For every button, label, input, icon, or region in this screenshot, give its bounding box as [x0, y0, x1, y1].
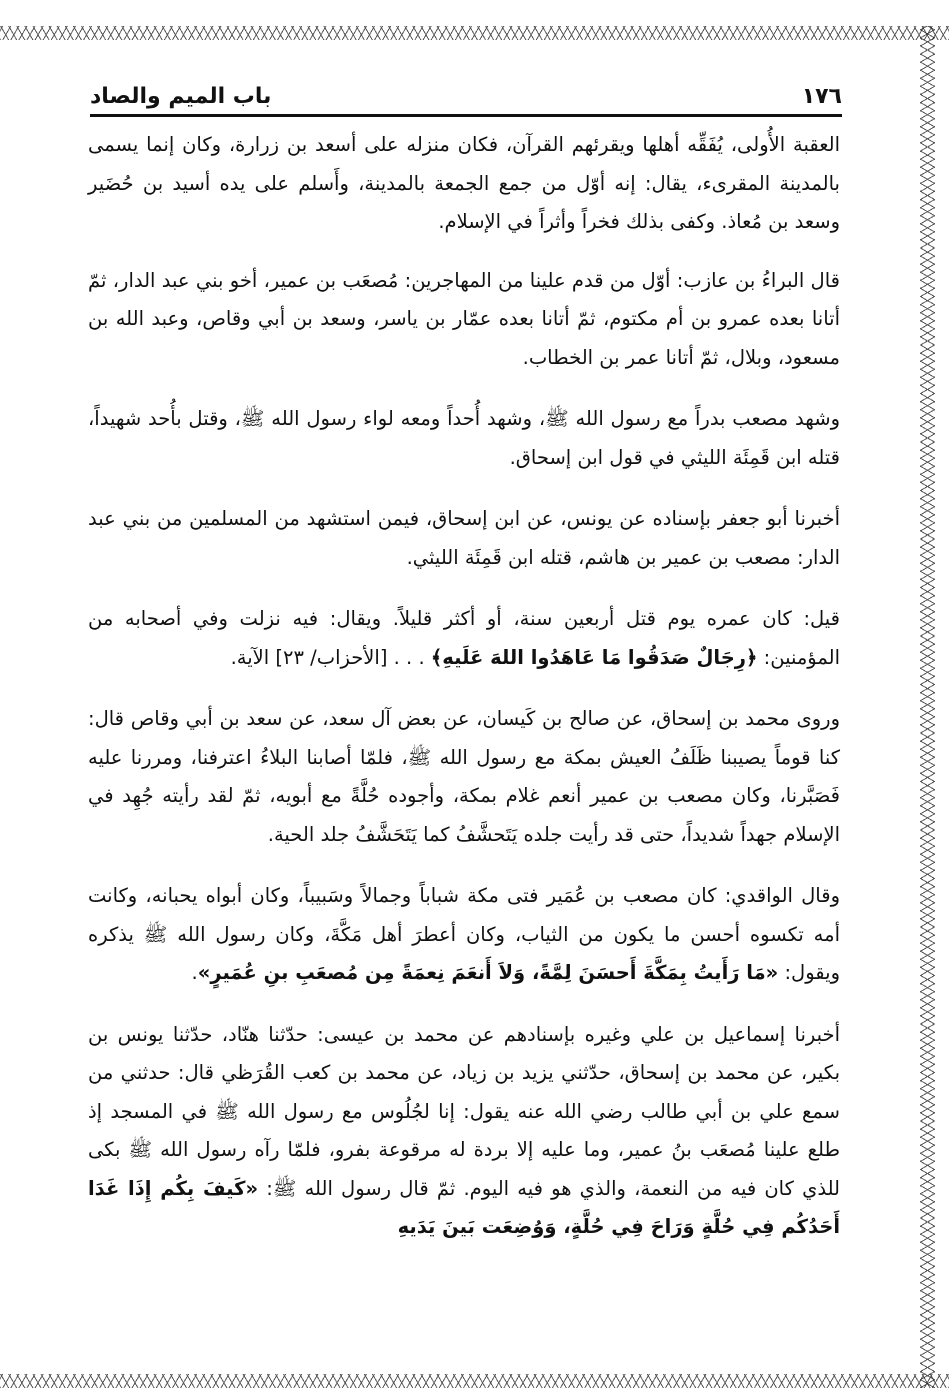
page-body [88, 126, 840, 1270]
paragraph-2 [88, 262, 840, 378]
paragraph-text: وقال الواقدي: كان مصعب بن عُمَير فتى مكة شباباً وجمالاً وسَبيباً، وكان أبواه يحبانه، وكانت أمه تكسوه أحسن ما يكون من الثياب، وكان أعطرَ أهل مَكَّةَ، وكان رسول الله ﷺ يذكره ويقول: [88, 884, 840, 984]
paragraph-text: وشهد مصعب بدراً مع رسول الله ﷺ، وشهد أُحداً ومعه لواء رسول الله ﷺ، وقتل بأُحد شهيداً، قتله ابن قَمِئَة الليثي في قول ابن إسحاق. [88, 407, 840, 469]
paragraph-tail: . . . [الأحزاب/ ٢٣] الآية. [230, 645, 431, 669]
paragraph-text: العقبة الأُولى، يُفَقِّه أهلها ويقرئهم القرآن، فكان منزله على أسعد بن زرارة، وكان إنما يسمى بالمدينة المقرىء، يقال: إنه أوّل من جمع الجمعة بالمدينة، وأَسلم على يده أسيد بن حُضَير وسعد بن مُعاذ. وكفى بذلك فخراً وأثراً في الإسلام. [88, 133, 840, 233]
paragraph-text: قال البراءُ بن عازب: أوّل من قدم علينا من المهاجرين: مُصعَب بن عمير، أخو بني عبد الدار، ثمّ أتانا بعده عمرو بن أم مكتوم، ثمّ أتانا بعده عمّار بن ياسر، وسعد بن أبي وقاص، وعبد الله بن مسعود، وبلال، ثمّ أتانا عمر بن الخطاب. [88, 268, 840, 369]
paragraph-8 [88, 1016, 840, 1247]
paragraph-1 [88, 126, 840, 242]
quran-quote: ﴿رِجَالٌ صَدَقُوا مَا عَاهَدُوا اللهَ عَلَيهِ﴾ [430, 645, 758, 669]
paragraph-7 [88, 877, 840, 993]
page-header [90, 78, 842, 117]
paragraph-text: أخبرنا أبو جعفر بإسناده عن يونس، عن ابن إسحاق، فيمن استشهد من المسلمين من بني عبد الدار: مصعب بن عمير بن هاشم، قتله ابن قَمِئَة الليثي. [88, 507, 840, 569]
paragraph-5 [88, 600, 840, 677]
hadith-quote: «مَا رَأَيتُ بِمَكَّةَ أَحسَنَ لِمَّةً، وَلاَ أَنعَمَ نِعمَةً مِن مُصعَبِ بنِ عُمَيرٍ» [197, 961, 779, 984]
chapter-title: باب الميم والصاد [90, 83, 272, 109]
ornamental-border-bottom [0, 1374, 949, 1388]
paragraph-6 [88, 700, 840, 854]
ornamental-border-right [920, 26, 935, 1388]
page-number: ١٧٦ [801, 83, 842, 109]
paragraph-4 [88, 500, 840, 577]
paragraph-3 [88, 400, 840, 477]
paragraph-text: قيل: كان عمره يوم قتل أربعين سنة، أو أكثر قليلاً. ويقال: فيه نزلت وفي أصحابه من المؤمنين: [88, 607, 840, 669]
paragraph-text: أخبرنا إسماعيل بن علي وغيره بإسنادهم عن محمد بن عيسى: حدّثنا هنّاد، حدّثنا يونس بن بكير، عن محمد بن إسحاق، حدّثني يزيد بن زياد، عن محمد بن كعب القُرَظي قال: حدثني من سمع علي بن أبي طالب رضي الله عنه يقول: إنا لجُلُوس مع رسول الله ﷺ في المسجد إذ طلع علينا مُصعَب بنُ عمير، وما عليه إلا بردة له مرقوعة بفرو، فلمّا رآه رسول الله ﷺ بكى للذي كان فيه من النعمة، والذي هو فيه اليوم. ثمّ قال رسول الله ﷺ: [88, 1022, 840, 1200]
paragraph-text: وروى محمد بن إسحاق، عن صالح بن كَيسان، عن بعض آل سعد، عن سعد بن أبي وقاص قال: كنا قوماً يصيبنا ظَلَفُ العيش بمكة مع رسول الله ﷺ، فلمّا أصابنا البلاءُ اعترفنا، ومررنا عليه فَصَبَّرنا، وكان مصعب بن عمير أنعم غلام بمكة، وأجوده حُلَّةً مع أبويه، ثمّ لقد رأيته جُهِد في الإسلام جهداً شديداً، حتى قد رأيت جلده يَتَحشَّفُ كما يَتَحَشَّفُ جلد الحية. [88, 707, 840, 846]
paragraph-tail: . [191, 961, 198, 984]
hadith-quote: «كَيفَ بِكُم إِذَا غَدَا أَحَدُكُم فِي حُلَّةٍ وَرَاحَ فِي حُلَّةٍ، وَوُضِعَت بَينَ يَدَيهِ [88, 1176, 840, 1238]
ornamental-border-top [0, 26, 949, 40]
